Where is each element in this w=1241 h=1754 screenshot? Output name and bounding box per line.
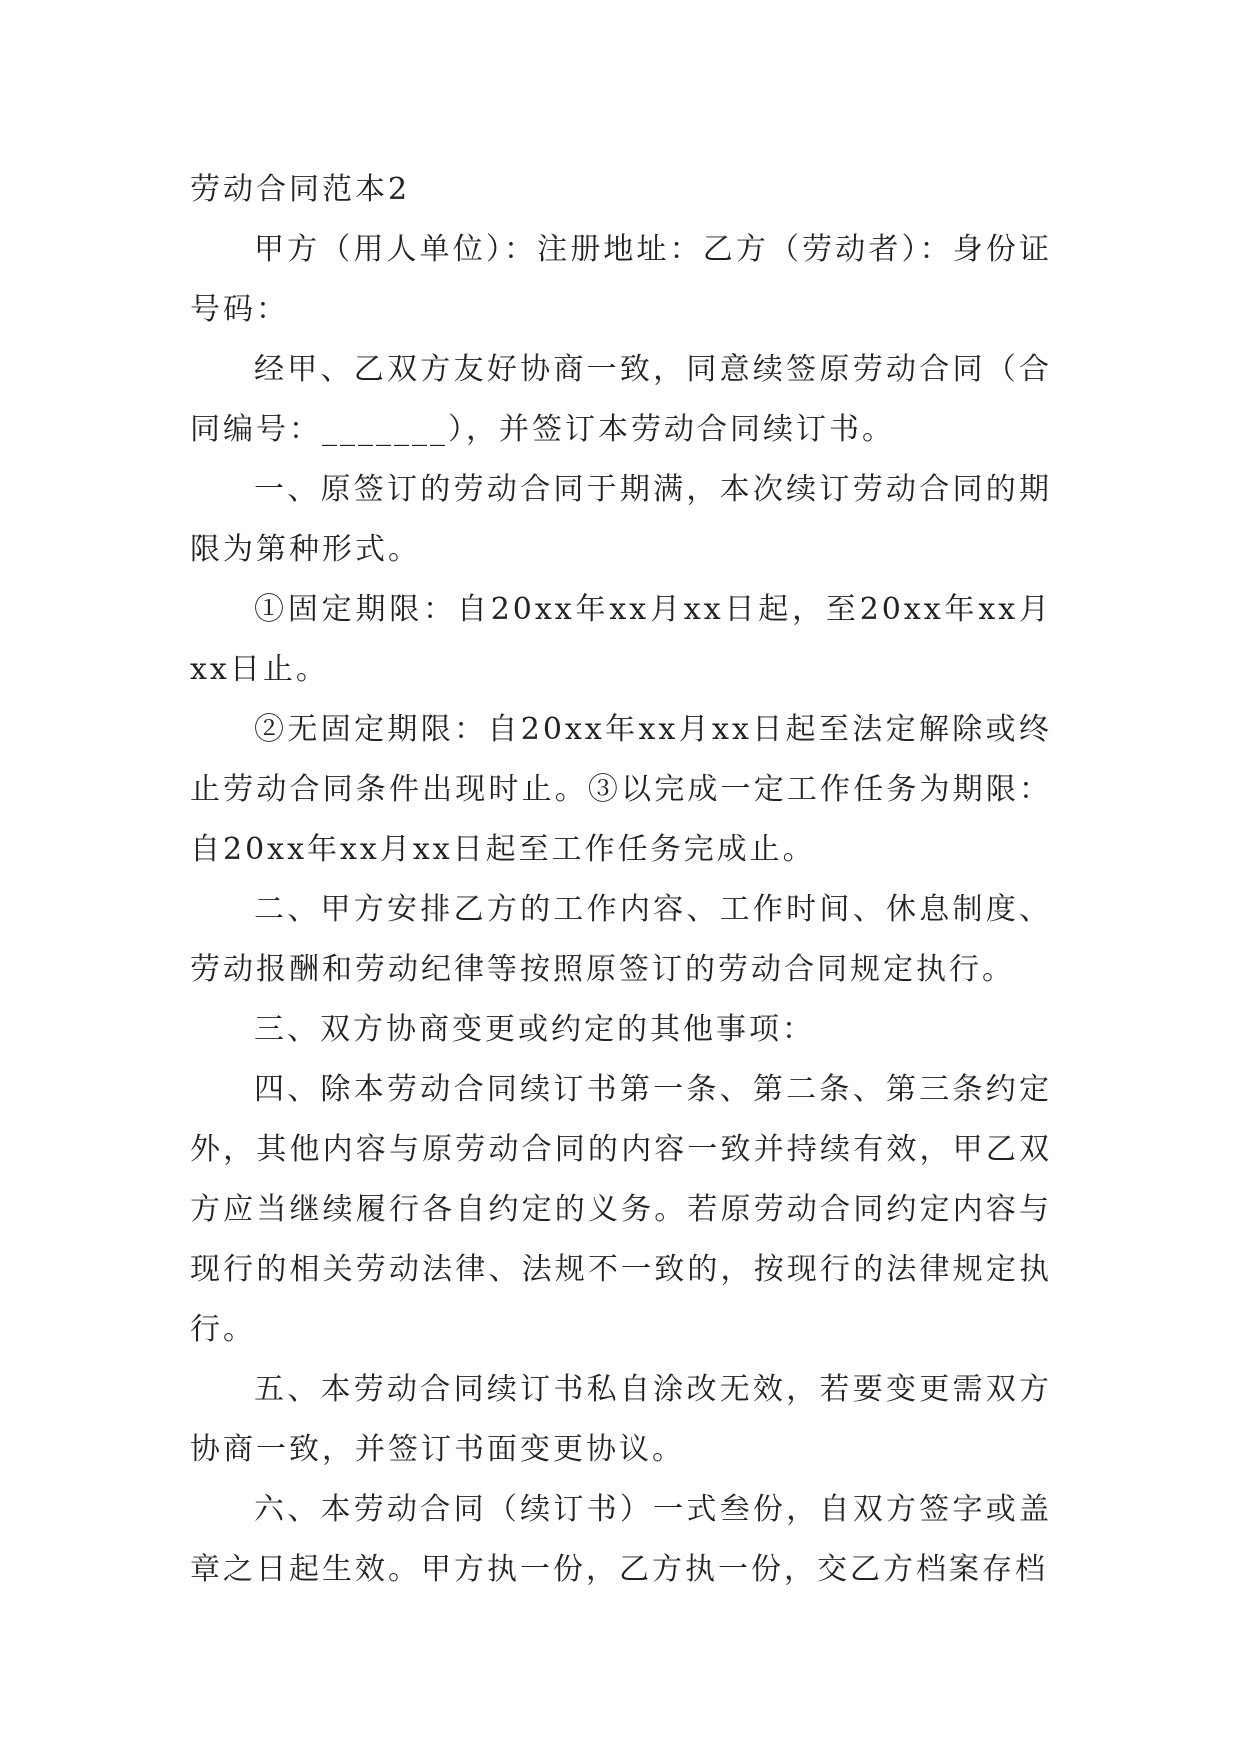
paragraph-clause-2: 二、甲方安排乙方的工作内容、工作时间、休息制度、劳动报酬和劳动纪律等按照原签订的劳动合同规定执行。 — [190, 892, 1052, 987]
paragraph-clause-3: 三、双方协商变更或约定的其他事项： — [254, 1012, 815, 1047]
document-title: 劳动合同范本2 — [190, 172, 411, 207]
paragraph-clause-6: 六、本劳动合同（续订书）一式叁份，自双方签字或盖章之日起生效。甲方执一份，乙方执一份，交乙方档案存档 — [190, 1492, 1052, 1587]
paragraph-fixed-term: ①固定期限：自20xx年xx月xx日起，至20xx年xx月xx日止。 — [190, 592, 1052, 687]
paragraph-open-term: ②无固定期限：自20xx年xx月xx日起至法定解除或终止劳动合同条件出现时止。③以完成一定工作任务为期限：自20xx年xx月xx日起至工作任务完成止。 — [190, 712, 1052, 867]
paragraph-clause-1: 一、原签订的劳动合同于期满，本次续订劳动合同的期限为第种形式。 — [190, 472, 1052, 567]
paragraph-clause-4: 四、除本劳动合同续订书第一条、第二条、第三条约定外，其他内容与原劳动合同的内容一致并持续有效，甲乙双方应当继续履行各自约定的义务。若原劳动合同约定内容与现行的相关劳动法律、法规不一致的，按现行的法律规定执行。 — [190, 1072, 1052, 1347]
paragraph-agreement: 经甲、乙双方友好协商一致，同意续签原劳动合同（合同编号：_______），并签订本劳动合同续订书。 — [190, 352, 1052, 447]
paragraph-parties: 甲方（用人单位）：注册地址：乙方（劳动者）：身份证号码： — [190, 232, 1052, 327]
paragraph-clause-5: 五、本劳动合同续订书私自涂改无效，若要变更需双方协商一致，并签订书面变更协议。 — [190, 1372, 1052, 1467]
document-body — [190, 160, 1052, 1600]
